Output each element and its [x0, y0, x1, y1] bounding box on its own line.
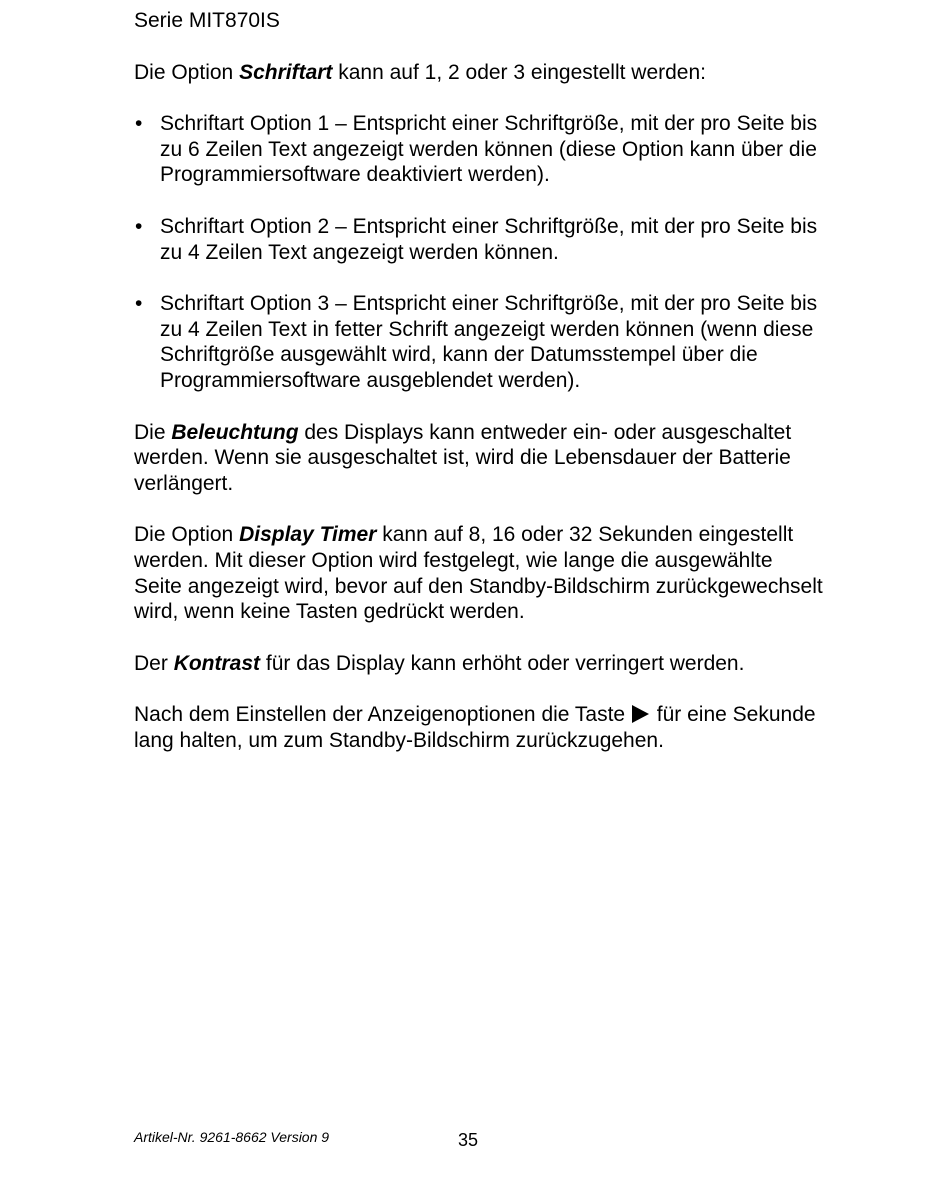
page-content	[134, 8, 824, 779]
list-item	[134, 214, 824, 265]
timer-text-before: Die Option	[134, 523, 240, 547]
closing-text-before: Nach dem Einstellen der Anzeigenoptionen die Taste	[134, 703, 631, 727]
article-number: Artikel-Nr. 9261-8662 Version 9	[134, 1129, 330, 1145]
contrast-text-before: Der	[134, 651, 174, 675]
contrast-text-after: für das Display kann erhöht oder verringert werden.	[260, 651, 745, 675]
page-header: Serie MIT870IS	[134, 9, 280, 32]
closing-paragraph	[134, 702, 824, 753]
bullet-icon	[135, 214, 147, 240]
intro-text-after: kann auf 1, 2 oder 3 eingestellt werden:	[332, 60, 707, 84]
font-option-list	[134, 111, 824, 393]
bullet-icon	[135, 291, 147, 317]
backlight-text-after: des Displays kann entweder ein- oder ausgeschaltet werden. Wenn sie ausgeschaltet ist, wird die Lebensdauer der Batterie verlängert.	[134, 420, 792, 495]
backlight-text-before: Die	[134, 420, 172, 444]
bullet-icon	[135, 111, 147, 137]
timer-text-after: kann auf 8, 16 oder 32 Sekunden eingestellt werden. Mit dieser Option wird festgelegt, wie lange die ausgewählte Seite angezeigt wird, bevor auf den Standby-Bildschirm zurückgewechselt wird, wenn keine Tasten gedrückt werden.	[134, 523, 823, 624]
term-kontrast: Kontrast	[173, 651, 261, 675]
list-item	[134, 291, 824, 393]
list-item	[134, 111, 824, 188]
backlight-paragraph	[134, 420, 824, 497]
term-beleuchtung: Beleuchtung	[171, 420, 299, 444]
closing-text-after: für eine Sekunde lang halten, um zum Standby-Bildschirm zurückzugehen.	[134, 703, 816, 752]
list-item-text: Schriftart Option 1 – Entspricht einer Schriftgröße, mit der pro Seite bis zu 6 Zeilen Text angezeigt werden können (diese Option kann über die Programmiersoftware deaktiviert werden).	[160, 112, 818, 187]
list-item-text: Schriftart Option 2 – Entspricht einer Schriftgröße, mit der pro Seite bis zu 4 Zeilen Text angezeigt werden können.	[160, 214, 818, 264]
font-option-intro	[134, 60, 824, 86]
play-arrow-icon	[632, 705, 649, 723]
list-item-text: Schriftart Option 3 – Entspricht einer Schriftgröße, mit der pro Seite bis zu 4 Zeilen Text in fetter Schrift angezeigt werden können (wenn diese Schriftgröße ausgewählt wird, kann der Datumsstempel über die Programmiersoftware ausgeblendet werden).	[160, 292, 818, 392]
display-timer-paragraph	[134, 522, 824, 624]
term-display-timer: Display Timer	[239, 523, 377, 547]
contrast-paragraph	[134, 651, 824, 677]
intro-text-before: Die Option	[134, 60, 240, 84]
term-schriftart: Schriftart	[239, 60, 333, 84]
page-number: 35	[458, 1130, 479, 1150]
